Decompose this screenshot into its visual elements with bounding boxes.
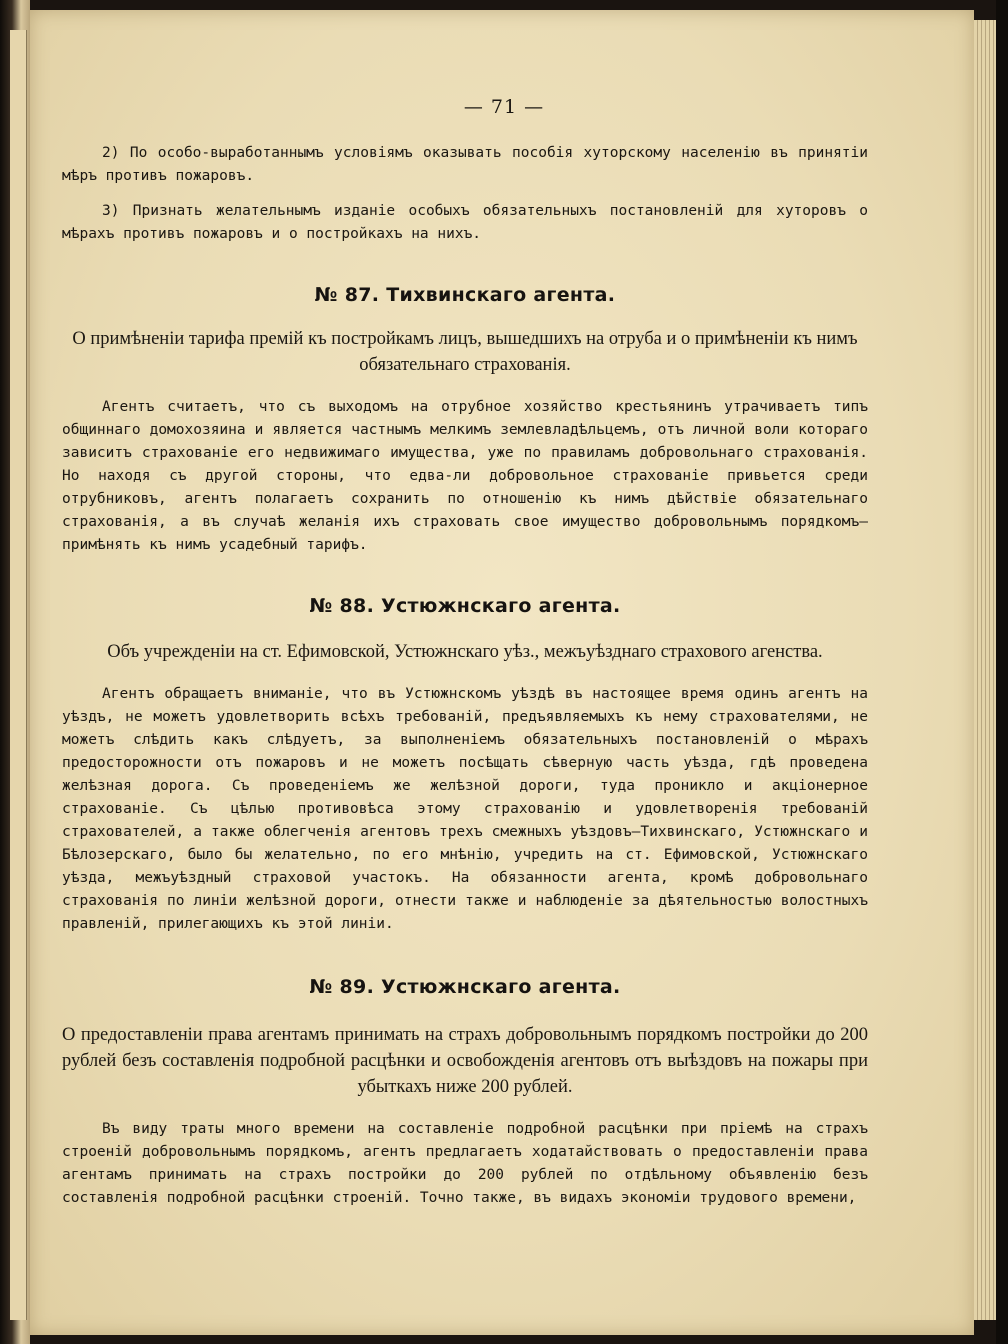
section-paragraph: Въ виду траты много времени на составленіе подробной расцѣнки при пріемѣ на страхъ строеній добровольнымъ порядкомъ, агентъ предлагаетъ ходатайствовать о предоставленіи права агентамъ принимать на страхъ постройки до 200 рублей по отдѣльному объявленію безъ составленія подробной расцѣнки строеній. Точно также, въ видахъ экономіи трудового времени,: [62, 1121, 868, 1206]
section-89: [62, 976, 868, 1210]
page-stack-edge: [974, 20, 996, 1320]
left-page-edge: [10, 30, 27, 1320]
intro-paragraph-3: 3) Признать желательнымъ изданіе особыхъ обязательныхъ постановленій для хуторовъ о мѣрахъ противъ пожаровъ и о постройкахъ на нихъ.: [62, 203, 868, 242]
section-subject: О предоставленіи права агентамъ принимать на страхъ добровольнымъ порядкомъ постройки до 200 рублей безъ составленія подробной расцѣнки и освобожденія агентовъ отъ выѣздовъ на пожары при убыткахъ ниже 200 рублей.: [62, 1025, 868, 1097]
page-content: [62, 98, 868, 1210]
section-88: [62, 595, 868, 936]
section-paragraph: Агентъ обращаетъ вниманіе, что въ Устюжнскомъ уѣздѣ въ настоящее время одинъ агентъ на уѣздъ, не можетъ удовлетворить всѣхъ требованій, предъявляемыхъ къ нему страхователями, не можетъ слѣдить какъ слѣдуетъ, за выполненіемъ обязательныхъ постановленій о мѣрахъ предосторожности отъ пожаровъ и не можетъ посѣщать сѣверную часть уѣзда, гдѣ проведена желѣзная дорога. Съ проведеніемъ же желѣзной дороги, туда проникло и акціонерное страхованіе. Съ цѣлью противовѣса этому страхованію и удовлетворенія требованій страхователей, а также облегченія агентовъ трехъ смежныхъ уѣздовъ—Тихвинскаго, Устюжнскаго и Бѣлозерскаго, было бы желательно, по его мнѣнію, учредить на ст. Ефимовской, Устюжнскаго уѣзда, межъуѣздный страховой участокъ. На обязанности агента, кромѣ добровольнаго страхованія по линіи желѣзной дороги, отнести также и наблюденіе за дѣятельностью волостныхъ правленій, прилегающихъ къ этой линіи.: [62, 686, 868, 932]
page-number: — 71 —: [463, 96, 545, 118]
section-subject: О примѣненіи тарифа премій къ постройкамъ лицъ, вышедшихъ на отруба и о примѣненіи къ нимъ обязательнаго страхованія.: [72, 329, 858, 375]
section-subject: Объ учрежденіи на ст. Ефимовской, Устюжнскаго уѣз., межъуѣзднаго страхового агенства.: [107, 642, 823, 662]
section-heading: № 89. Устюжнскаго агента.: [309, 976, 621, 998]
section-heading: № 88. Устюжнскаго агента.: [309, 595, 621, 617]
right-scan-border: [996, 0, 1008, 1344]
section-87: [62, 284, 868, 557]
section-paragraph: Агентъ считаетъ, что съ выходомъ на отрубное хозяйство крестьянинъ утрачиваетъ типъ общиннаго домохозяина и является частнымъ мелкимъ землевладѣльцемъ, отъ личной воли котораго зависитъ страхованіе его недвижимаго имущества, уже по правиламъ добровольнаго страхованія. Но находя съ другой стороны, что едва-ли добровольное страхованіе привьется среди отрубниковъ, агентъ полагаетъ сохранить по отношенію къ нимъ дѣйствіе обязательнаго страхованія, а въ случаѣ желанія ихъ страховать свое имущество добровольнымъ порядкомъ—примѣнять къ нимъ усадебный тарифъ.: [62, 399, 868, 553]
section-heading: № 87. Тихвинскаго агента.: [314, 284, 616, 306]
intro-paragraph-2: 2) По особо-выработаннымъ условіямъ оказывать пособія хуторскому населенію въ принятіи мѣръ противъ пожаровъ.: [62, 145, 868, 184]
